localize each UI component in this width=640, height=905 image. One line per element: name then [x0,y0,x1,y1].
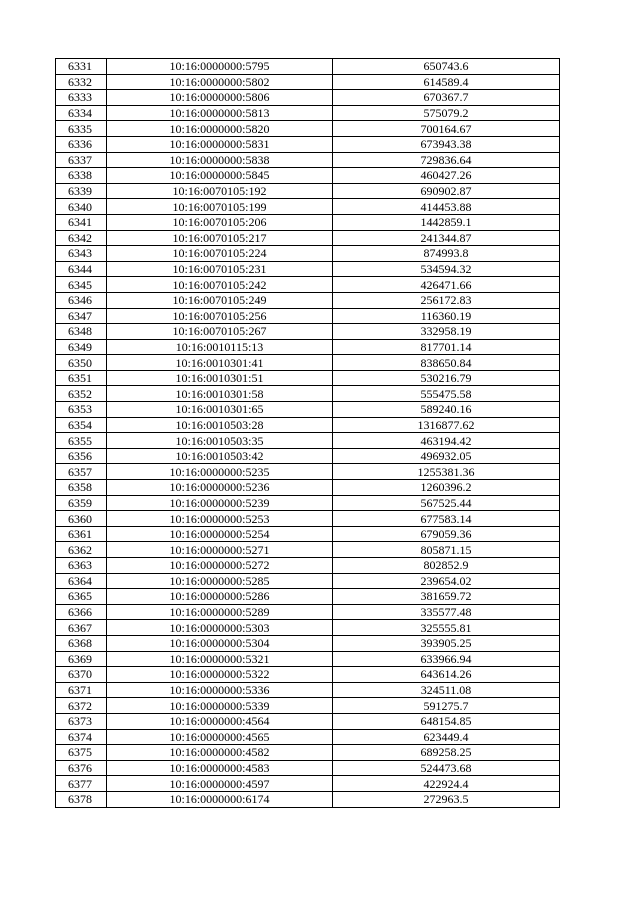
value-cell: 874993.8 [333,246,560,262]
row-number-cell: 6337 [56,152,107,168]
row-number-cell: 6374 [56,729,107,745]
row-number-cell: 6354 [56,417,107,433]
row-number-cell: 6331 [56,59,107,75]
value-cell: 1442859.1 [333,214,560,230]
cadastral-number-cell: 10:16:0000000:5272 [107,558,333,574]
cadastral-number-cell: 10:16:0000000:5239 [107,495,333,511]
value-cell: 689258.25 [333,745,560,761]
table-row [56,682,560,698]
value-cell: 643614.26 [333,667,560,683]
cadastral-number-cell: 10:16:0000000:5831 [107,136,333,152]
cadastral-number-cell: 10:16:0000000:5289 [107,604,333,620]
row-number-cell: 6341 [56,214,107,230]
cadastral-number-cell: 10:16:0010301:58 [107,386,333,402]
table-row [56,90,560,106]
value-cell: 530216.79 [333,370,560,386]
value-cell: 838650.84 [333,355,560,371]
row-number-cell: 6348 [56,324,107,340]
row-number-cell: 6372 [56,698,107,714]
table-row [56,729,560,745]
table-row [56,480,560,496]
table-row [56,324,560,340]
table-row [56,136,560,152]
table-row [56,121,560,137]
row-number-cell: 6334 [56,105,107,121]
table-row [56,495,560,511]
value-cell: 272963.5 [333,791,560,807]
row-number-cell: 6340 [56,199,107,215]
cadastral-number-cell: 10:16:0070105:224 [107,246,333,262]
value-cell: 700164.67 [333,121,560,137]
table-row [56,355,560,371]
value-cell: 677583.14 [333,511,560,527]
cadastral-number-cell: 10:16:0000000:5802 [107,74,333,90]
table-row [56,573,560,589]
value-cell: 591275.7 [333,698,560,714]
row-number-cell: 6366 [56,604,107,620]
value-cell: 648154.85 [333,713,560,729]
cadastral-number-cell: 10:16:0070105:249 [107,292,333,308]
value-cell: 414453.88 [333,199,560,215]
cadastral-number-cell: 10:16:0000000:5285 [107,573,333,589]
value-cell: 670367.7 [333,90,560,106]
cadastral-number-cell: 10:16:0000000:5795 [107,59,333,75]
value-cell: 679059.36 [333,526,560,542]
cadastral-number-cell: 10:16:0010503:35 [107,433,333,449]
row-number-cell: 6376 [56,760,107,776]
value-cell: 325555.81 [333,620,560,636]
table-row [56,433,560,449]
row-number-cell: 6370 [56,667,107,683]
cadastral-number-cell: 10:16:0000000:5820 [107,121,333,137]
table-row [56,183,560,199]
cadastral-number-cell: 10:16:0010301:41 [107,355,333,371]
cadastral-number-cell: 10:16:0010301:51 [107,370,333,386]
row-number-cell: 6371 [56,682,107,698]
row-number-cell: 6375 [56,745,107,761]
table-row [56,698,560,714]
table-row [56,339,560,355]
value-cell: 1255381.36 [333,464,560,480]
row-number-cell: 6359 [56,495,107,511]
table-row [56,526,560,542]
table-body [56,59,560,808]
table-row [56,277,560,293]
cadastral-number-cell: 10:16:0070105:267 [107,324,333,340]
row-number-cell: 6338 [56,168,107,184]
row-number-cell: 6369 [56,651,107,667]
value-cell: 116360.19 [333,308,560,324]
table-row [56,402,560,418]
table-row [56,308,560,324]
row-number-cell: 6362 [56,542,107,558]
row-number-cell: 6332 [56,74,107,90]
value-cell: 324511.08 [333,682,560,698]
cadastral-number-cell: 10:16:0000000:5236 [107,480,333,496]
value-cell: 393905.25 [333,635,560,651]
cadastral-number-cell: 10:16:0000000:5838 [107,152,333,168]
table-row [56,713,560,729]
cadastral-number-cell: 10:16:0010115:13 [107,339,333,355]
row-number-cell: 6358 [56,480,107,496]
value-cell: 575079.2 [333,105,560,121]
row-number-cell: 6361 [56,526,107,542]
row-number-cell: 6364 [56,573,107,589]
value-cell: 650743.6 [333,59,560,75]
cadastral-number-cell: 10:16:0000000:4564 [107,713,333,729]
table-row [56,417,560,433]
row-number-cell: 6363 [56,558,107,574]
value-cell: 567525.44 [333,495,560,511]
cadastral-number-cell: 10:16:0070105:199 [107,199,333,215]
cadastral-number-cell: 10:16:0000000:5339 [107,698,333,714]
cadastral-number-cell: 10:16:0070105:256 [107,308,333,324]
value-cell: 817701.14 [333,339,560,355]
value-cell: 729836.64 [333,152,560,168]
cadastral-number-cell: 10:16:0000000:5253 [107,511,333,527]
row-number-cell: 6349 [56,339,107,355]
value-cell: 335577.48 [333,604,560,620]
row-number-cell: 6342 [56,230,107,246]
value-cell: 805871.15 [333,542,560,558]
cadastral-number-cell: 10:16:0010503:42 [107,448,333,464]
cadastral-number-cell: 10:16:0070105:231 [107,261,333,277]
table-row [56,651,560,667]
cadastral-number-cell: 10:16:0000000:5813 [107,105,333,121]
cadastral-number-cell: 10:16:0070105:242 [107,277,333,293]
table-row [56,542,560,558]
row-number-cell: 6378 [56,791,107,807]
table-row [56,199,560,215]
table-row [56,246,560,262]
value-cell: 614589.4 [333,74,560,90]
value-cell: 239654.02 [333,573,560,589]
row-number-cell: 6333 [56,90,107,106]
table-row [56,74,560,90]
row-number-cell: 6339 [56,183,107,199]
row-number-cell: 6350 [56,355,107,371]
value-cell: 460427.26 [333,168,560,184]
value-cell: 623449.4 [333,729,560,745]
value-cell: 690902.87 [333,183,560,199]
row-number-cell: 6357 [56,464,107,480]
table-row [56,620,560,636]
value-cell: 534594.32 [333,261,560,277]
row-number-cell: 6365 [56,589,107,605]
row-number-cell: 6356 [56,448,107,464]
table-row [56,261,560,277]
value-cell: 633966.94 [333,651,560,667]
table-row [56,370,560,386]
cadastral-number-cell: 10:16:0000000:5286 [107,589,333,605]
row-number-cell: 6351 [56,370,107,386]
value-cell: 332958.19 [333,324,560,340]
table-row [56,667,560,683]
value-cell: 422924.4 [333,776,560,792]
row-number-cell: 6373 [56,713,107,729]
table-row [56,386,560,402]
cadastral-number-cell: 10:16:0000000:5235 [107,464,333,480]
table-row [56,152,560,168]
row-number-cell: 6343 [56,246,107,262]
table-row [56,760,560,776]
value-cell: 1260396.2 [333,480,560,496]
table-row [56,511,560,527]
cadastral-number-cell: 10:16:0000000:4597 [107,776,333,792]
row-number-cell: 6344 [56,261,107,277]
cadastral-number-cell: 10:16:0070105:206 [107,214,333,230]
row-number-cell: 6377 [56,776,107,792]
row-number-cell: 6345 [56,277,107,293]
row-number-cell: 6346 [56,292,107,308]
cadastral-number-cell: 10:16:0010301:65 [107,402,333,418]
row-number-cell: 6355 [56,433,107,449]
table-row [56,214,560,230]
cadastral-number-cell: 10:16:0070105:192 [107,183,333,199]
value-cell: 802852.9 [333,558,560,574]
cadastral-number-cell: 10:16:0000000:6174 [107,791,333,807]
cadastral-number-cell: 10:16:0010503:28 [107,417,333,433]
table-row [56,745,560,761]
value-cell: 256172.83 [333,292,560,308]
value-cell: 463194.42 [333,433,560,449]
value-cell: 673943.38 [333,136,560,152]
value-cell: 524473.68 [333,760,560,776]
cadastral-number-cell: 10:16:0000000:5321 [107,651,333,667]
cadastral-number-cell: 10:16:0000000:5254 [107,526,333,542]
value-cell: 381659.72 [333,589,560,605]
table-row [56,230,560,246]
cadastral-number-cell: 10:16:0000000:5336 [107,682,333,698]
cadastral-number-cell: 10:16:0000000:5322 [107,667,333,683]
table-row [56,589,560,605]
value-cell: 555475.58 [333,386,560,402]
row-number-cell: 6352 [56,386,107,402]
data-table [55,58,560,808]
table-row [56,168,560,184]
value-cell: 496932.05 [333,448,560,464]
table-row [56,604,560,620]
row-number-cell: 6367 [56,620,107,636]
row-number-cell: 6360 [56,511,107,527]
value-cell: 589240.16 [333,402,560,418]
cadastral-number-cell: 10:16:0000000:5806 [107,90,333,106]
table-row [56,59,560,75]
cadastral-number-cell: 10:16:0000000:5845 [107,168,333,184]
row-number-cell: 6336 [56,136,107,152]
table-row [56,558,560,574]
table-row [56,791,560,807]
cadastral-number-cell: 10:16:0000000:4565 [107,729,333,745]
table-row [56,776,560,792]
table-row [56,448,560,464]
cadastral-number-cell: 10:16:0000000:5271 [107,542,333,558]
cadastral-number-cell: 10:16:0000000:4582 [107,745,333,761]
row-number-cell: 6368 [56,635,107,651]
value-cell: 1316877.62 [333,417,560,433]
table-row [56,292,560,308]
cadastral-number-cell: 10:16:0070105:217 [107,230,333,246]
row-number-cell: 6335 [56,121,107,137]
row-number-cell: 6353 [56,402,107,418]
value-cell: 426471.66 [333,277,560,293]
table-row [56,635,560,651]
table-row [56,105,560,121]
cadastral-number-cell: 10:16:0000000:5303 [107,620,333,636]
value-cell: 241344.87 [333,230,560,246]
cadastral-number-cell: 10:16:0000000:5304 [107,635,333,651]
row-number-cell: 6347 [56,308,107,324]
cadastral-number-cell: 10:16:0000000:4583 [107,760,333,776]
table-row [56,464,560,480]
